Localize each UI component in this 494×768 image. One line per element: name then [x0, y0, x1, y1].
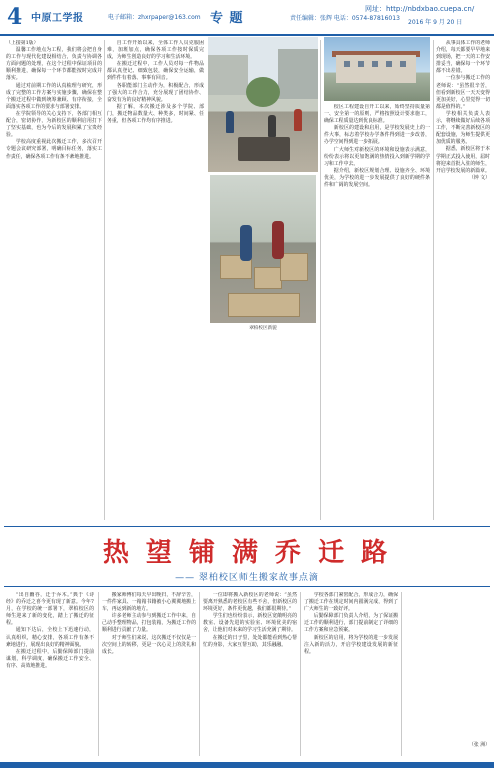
headline: 热 望 铺 满 乔 迁 路 [102, 538, 392, 568]
masthead-email: 电子邮箱：zhxrpaper@163.com [108, 14, 201, 21]
paragraph: 学校高度重视此次搬迁工作，多次召开专题会议研究部署，明确目标任务，落实工作责任，确保各项工作有条不紊地推进。 [6, 139, 102, 160]
paragraph: 新校区的启用，将为学校的进一步发展注入新的活力，开启学校建设发展的新征程。 [304, 634, 398, 655]
paragraph: 在搬迁过程中，后勤保障部门提前谋划，科学调度，确保搬迁工作安全、有序、高效地推进。 [6, 648, 94, 669]
paragraph: 从事具体工作的老师介绍，每天都要早早地来到现场，把一天的工作安排妥当，确保每一个环节都不出差错。 [436, 40, 490, 75]
article-top-column-2 [107, 40, 204, 522]
article-bottom-column-2 [102, 592, 196, 758]
article-top-column-4 [324, 104, 430, 522]
campus-photo-3 [324, 37, 430, 101]
paragraph: 校区工程建设自开工以来，始终坚持质量第一、安全第一的原则，严格按照设计要求施工，确保工程质量达到优良标准。 [324, 104, 430, 125]
article-bottom-column-4 [304, 592, 398, 758]
paragraph: 自工作开始以来，全体工作人员克服困难，加班加点，确保各项工作按时保质完成，为师生创造良好的学习和生活环境。 [107, 40, 204, 61]
paragraph: 许多老师主动参与到搬迁工作中来，自己动手整理物品，打包装箱，为搬迁工作的顺利进行贡献了力量。 [102, 613, 196, 634]
paragraph: 通知下达后，全校上下迅速行动，认真组织，精心安排，各项工作有条不紊地进行，展现出良好的精神面貌。 [6, 627, 94, 648]
article-top-column-1 [6, 40, 102, 522]
paragraph: 学校各部门紧密配合，形成合力，确保了搬迁工作在规定时间内圆满完成，得到了广大师生的一致好评。 [304, 592, 398, 613]
paragraph: 据了解，本次搬迁涉及多个学院、部门，搬迁物品数量大、种类多，时间紧、任务重，但各项工作均有序推进。 [107, 103, 204, 125]
paragraph: 温馨工作地点为工程，我们将会把自身的工作与现代化建设相结合，负责与协调各方面问题的处理，在这个过程中保证项目的顺利推进，确保每一个环节都能按时完成并落实。 [6, 47, 102, 82]
column-divider [320, 40, 321, 520]
paragraph: 学生们也纷纷表示，新校区宽敞明亮的教室、设备先进的实验室、环境优美的宿舍，让他们对未来的学习生活充满了期待。 [203, 613, 297, 634]
paragraph: 学校相关负责人表示，将继续做好后续各项工作，不断完善新校区的配套设施，为师生提供更加优质的服务。 [436, 110, 490, 146]
paragraph: 各职能部门主动作为，积极配合，形成了强大的工作合力，充分展现了团结协作、奋发有为的良好精神风貌。 [107, 82, 204, 103]
column-divider [104, 40, 105, 520]
paragraph: 在学院领导的关心支持下，各部门相互配合，密切协作，为新校区的顺利启用打下了坚实基础，也为今后的发展积累了宝贵经验。 [6, 110, 102, 139]
paper-name: 中原工学报 [31, 13, 84, 24]
paragraph: 一位即将搬入新校区的老师说：“虽然要离开熟悉的老校区有些不舍，但新校区的环境更好，条件更优越，我们都很期待。” [203, 592, 297, 613]
campus-photo-1 [208, 37, 318, 172]
paragraph: 在搬迁过程中，工作人员对每一件物品都认真登记、细致包装，确保安全运输，做到件件有着落、事事有回音。 [107, 61, 204, 82]
paragraph: 搬家师傅们每天早出晚归，不辞辛苦，一件件家具、一箱箱书籍被小心翼翼地搬上车，再运到新的地方。 [102, 592, 196, 613]
masthead-editor: 责任编辑：张辉 电话：0574-87816013 [290, 15, 400, 22]
column-divider [300, 592, 301, 756]
masthead [0, 0, 494, 36]
byline: （张 洲） [468, 742, 490, 748]
paragraph: 据悉，新校区将于本学期正式投入使用，届时将迎来首批入驻的师生，开启学校发展的新篇章。 [436, 146, 490, 174]
issue-date: 2016 年 9 月 20 日 [408, 19, 463, 26]
paragraph: 通过对前期工作的认真梳理与研究，形成了完整的工作方案与实施步骤，确保在整个搬迁过程中做到统筹兼顾、有序衔接，全面落实各项工作的要求与部署安排。 [6, 82, 102, 110]
article-bottom-column-3 [203, 592, 297, 758]
paragraph: 据介绍，新校区规划合理、设施齐全、环境优美，为学校的进一步发展提供了良好的硬件条件和广阔的发展空间。 [324, 167, 430, 189]
photo-caption: 翠柏校区新貌 [249, 326, 277, 331]
section-title: 专 题 [210, 11, 244, 26]
paragraph: 新校区的建设和启用，是学校发展史上的一件大事，标志着学校办学条件得到进一步改善，办学空间得到进一步拓展。 [324, 125, 430, 146]
column-divider [98, 592, 99, 756]
footer-bar [0, 762, 494, 768]
subheadline: —— 翠柏校区师生搬家故事点滴 [175, 573, 319, 583]
byline: （钟 文） [468, 174, 490, 181]
paragraph: （上接第1版） [6, 40, 39, 46]
paragraph: “出自幽谷，迁于乔木。”典于《诗经》的乔迁之喜今更有现了新意。今年7月，在学校的统一部署下，翠柏校区的师生迎来了新的变化，踏上了搬迁的征程。 [6, 592, 94, 627]
column-divider [401, 592, 402, 756]
masthead-website[interactable]: 网址：http://nbdxbao.cuepa.cn/ [365, 5, 475, 13]
section-rule [4, 526, 490, 527]
paragraph: 广大师生对新校区的环境和设施表示满意，纷纷表示将以更加饱满的热情投入到新学期的学习和工作中去。 [324, 146, 430, 167]
section-rule [4, 586, 490, 587]
campus-photo-2 [210, 175, 316, 323]
paragraph: 对于师生们来说，这次搬迁不仅仅是一次空间上的转移，更是一次心灵上的洗礼和成长。 [102, 634, 196, 655]
page-number: 4 [7, 4, 23, 30]
paragraph: 一位参与搬迁工作的老师说：“虽然很辛苦，但看到新校区一天天变得更加美好，心里觉得一切都是值得的。” [436, 75, 490, 110]
column-divider [199, 592, 200, 756]
article-bottom-column-5 [405, 592, 490, 758]
column-divider [433, 40, 434, 520]
paragraph: 后勤保障部门负责人介绍，为了保证搬迁工作的顺利进行，部门提前制定了详细的工作方案和应急预案。 [304, 613, 398, 634]
article-bottom-column-1 [6, 592, 94, 758]
paragraph: 在搬迁的日子里，处处都能看到热心帮忙的身影，大家互帮互助，其乐融融。 [203, 634, 297, 648]
article-top-column-5 [436, 40, 490, 522]
